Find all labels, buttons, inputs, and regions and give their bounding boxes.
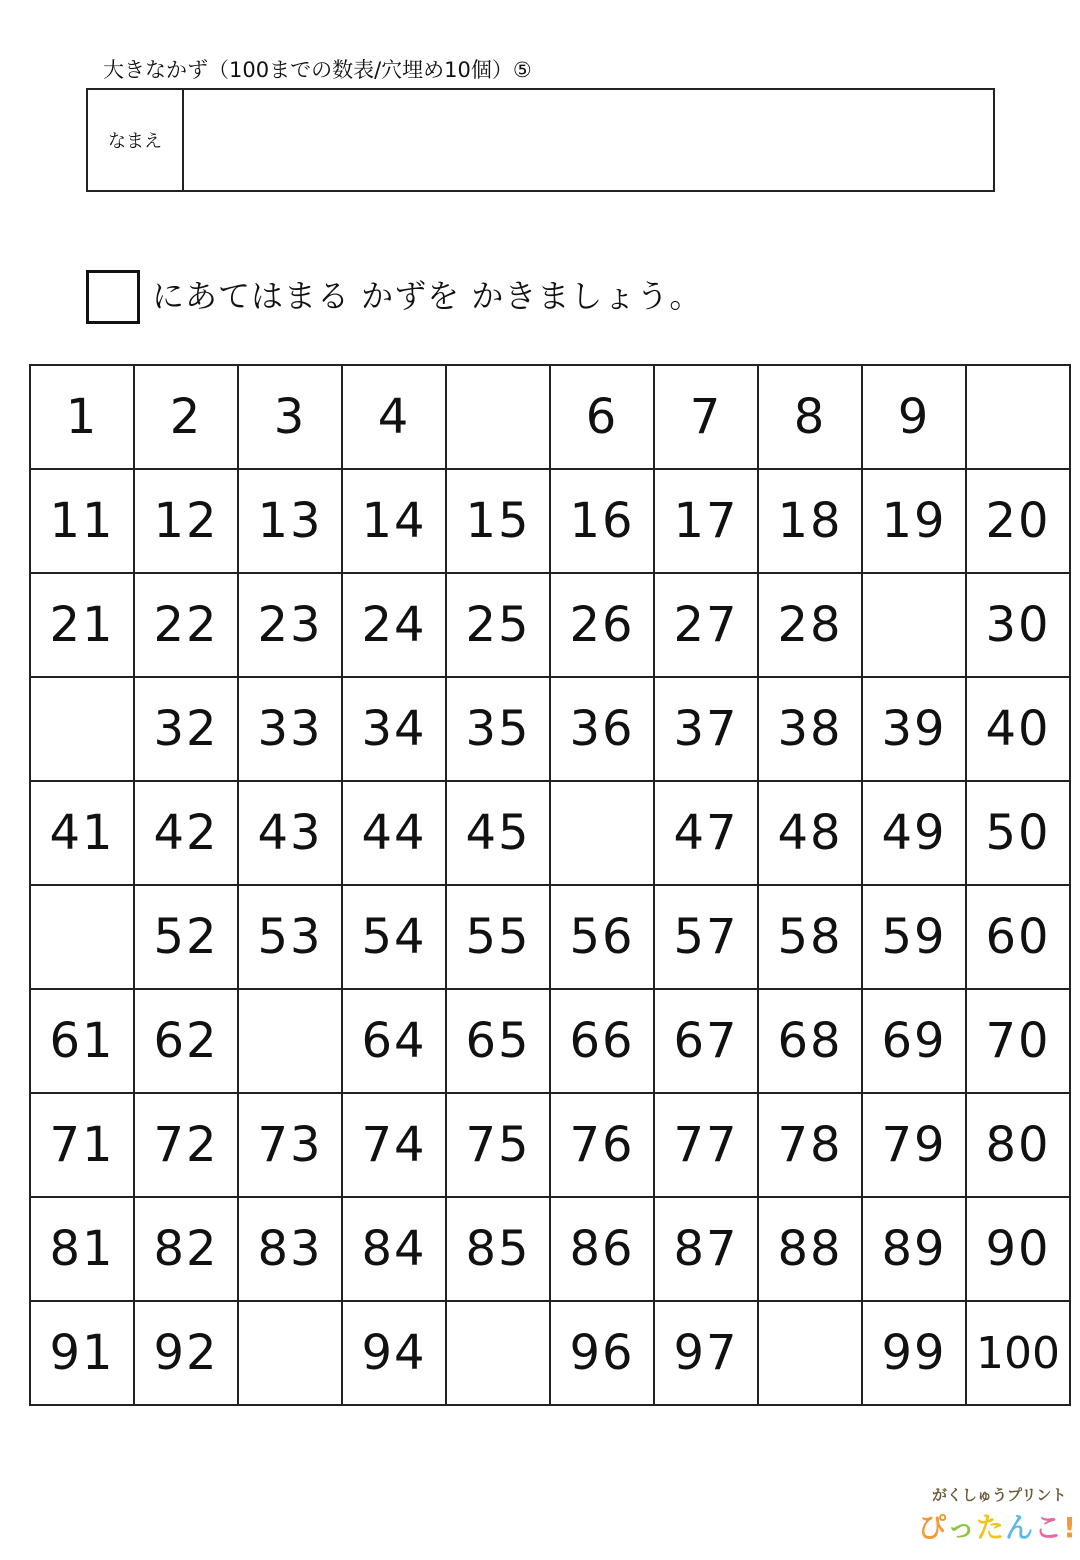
blank-cell[interactable]	[238, 989, 342, 1093]
grid-row	[30, 781, 1070, 885]
number-cell: 96	[550, 1301, 654, 1405]
number-cell: 20	[966, 469, 1070, 573]
number-cell: 45	[446, 781, 550, 885]
number-cell: 17	[654, 469, 758, 573]
number-cell: 79	[862, 1093, 966, 1197]
number-cell: 8	[758, 365, 862, 469]
blank-cell[interactable]	[446, 365, 550, 469]
number-cell: 88	[758, 1197, 862, 1301]
number-cell: 73	[238, 1093, 342, 1197]
grid-row	[30, 1093, 1070, 1197]
number-cell: 81	[30, 1197, 134, 1301]
number-cell: 27	[654, 573, 758, 677]
blank-cell[interactable]	[550, 781, 654, 885]
number-cell: 49	[862, 781, 966, 885]
number-cell: 57	[654, 885, 758, 989]
number-cell: 6	[550, 365, 654, 469]
blank-cell[interactable]	[30, 885, 134, 989]
brand-logo	[916, 1484, 1077, 1544]
number-cell: 24	[342, 573, 446, 677]
number-cell: 47	[654, 781, 758, 885]
number-cell: 65	[446, 989, 550, 1093]
number-cell: 66	[550, 989, 654, 1093]
answer-box-sample	[86, 270, 140, 324]
grid-row	[30, 573, 1070, 677]
number-cell: 84	[342, 1197, 446, 1301]
number-cell: 99	[862, 1301, 966, 1405]
name-field[interactable]	[184, 90, 993, 190]
blank-cell[interactable]	[966, 365, 1070, 469]
number-cell: 38	[758, 677, 862, 781]
number-cell: 43	[238, 781, 342, 885]
number-cell: 28	[758, 573, 862, 677]
number-cell: 94	[342, 1301, 446, 1405]
number-cell: 71	[30, 1093, 134, 1197]
number-cell: 3	[238, 365, 342, 469]
number-cell: 55	[446, 885, 550, 989]
number-cell: 92	[134, 1301, 238, 1405]
number-cell: 85	[446, 1197, 550, 1301]
name-box	[86, 88, 995, 192]
number-cell: 76	[550, 1093, 654, 1197]
number-cell: 42	[134, 781, 238, 885]
instruction-text: にあてはまる かずを かきましょう。	[152, 277, 703, 315]
number-cell: 21	[30, 573, 134, 677]
number-cell: 2	[134, 365, 238, 469]
number-cell: 26	[550, 573, 654, 677]
number-cell: 34	[342, 677, 446, 781]
blank-cell[interactable]	[446, 1301, 550, 1405]
grid-row	[30, 885, 1070, 989]
number-cell: 62	[134, 989, 238, 1093]
number-cell: 22	[134, 573, 238, 677]
worksheet-title: 大きなかず（100までの数表/穴埋め10個）⑤	[103, 58, 532, 82]
number-cell: 61	[30, 989, 134, 1093]
number-cell: 48	[758, 781, 862, 885]
grid-row	[30, 989, 1070, 1093]
number-cell: 44	[342, 781, 446, 885]
number-cell: 15	[446, 469, 550, 573]
number-cell: 54	[342, 885, 446, 989]
number-cell: 13	[238, 469, 342, 573]
number-cell: 82	[134, 1197, 238, 1301]
grid-row	[30, 1197, 1070, 1301]
number-cell: 100	[966, 1301, 1070, 1405]
number-cell: 32	[134, 677, 238, 781]
number-cell: 25	[446, 573, 550, 677]
number-cell: 30	[966, 573, 1070, 677]
number-cell: 9	[862, 365, 966, 469]
name-label: なまえ	[88, 90, 184, 190]
blank-cell[interactable]	[758, 1301, 862, 1405]
logo-bottom-text: ぴったんこ!	[918, 1511, 1077, 1544]
number-cell: 69	[862, 989, 966, 1093]
number-cell: 59	[862, 885, 966, 989]
number-cell: 56	[550, 885, 654, 989]
number-cell: 60	[966, 885, 1070, 989]
number-cell: 37	[654, 677, 758, 781]
number-cell: 41	[30, 781, 134, 885]
number-cell: 36	[550, 677, 654, 781]
number-cell: 11	[30, 469, 134, 573]
number-cell: 50	[966, 781, 1070, 885]
grid-row	[30, 365, 1070, 469]
number-cell: 16	[550, 469, 654, 573]
number-cell: 67	[654, 989, 758, 1093]
number-cell: 33	[238, 677, 342, 781]
number-cell: 90	[966, 1197, 1070, 1301]
number-cell: 68	[758, 989, 862, 1093]
number-cell: 18	[758, 469, 862, 573]
number-cell: 14	[342, 469, 446, 573]
number-cell: 19	[862, 469, 966, 573]
number-cell: 40	[966, 677, 1070, 781]
number-cell: 78	[758, 1093, 862, 1197]
number-cell: 87	[654, 1197, 758, 1301]
number-cell: 70	[966, 989, 1070, 1093]
number-cell: 83	[238, 1197, 342, 1301]
number-cell: 12	[134, 469, 238, 573]
blank-cell[interactable]	[30, 677, 134, 781]
number-cell: 75	[446, 1093, 550, 1197]
grid-row	[30, 1301, 1070, 1405]
number-cell: 4	[342, 365, 446, 469]
number-cell: 35	[446, 677, 550, 781]
number-cell: 91	[30, 1301, 134, 1405]
number-cell: 7	[654, 365, 758, 469]
number-cell: 97	[654, 1301, 758, 1405]
number-cell: 89	[862, 1197, 966, 1301]
blank-cell[interactable]	[238, 1301, 342, 1405]
number-cell: 64	[342, 989, 446, 1093]
number-cell: 74	[342, 1093, 446, 1197]
blank-cell[interactable]	[862, 573, 966, 677]
number-cell: 86	[550, 1197, 654, 1301]
number-cell: 39	[862, 677, 966, 781]
number-cell: 77	[654, 1093, 758, 1197]
number-cell: 58	[758, 885, 862, 989]
number-cell: 1	[30, 365, 134, 469]
number-cell: 53	[238, 885, 342, 989]
number-cell: 72	[134, 1093, 238, 1197]
grid-row	[30, 469, 1070, 573]
number-grid	[29, 364, 1071, 1406]
grid-row	[30, 677, 1070, 781]
logo-top-text: がくしゅうプリント	[932, 1486, 1067, 1504]
number-cell: 52	[134, 885, 238, 989]
number-cell: 80	[966, 1093, 1070, 1197]
number-cell: 23	[238, 573, 342, 677]
